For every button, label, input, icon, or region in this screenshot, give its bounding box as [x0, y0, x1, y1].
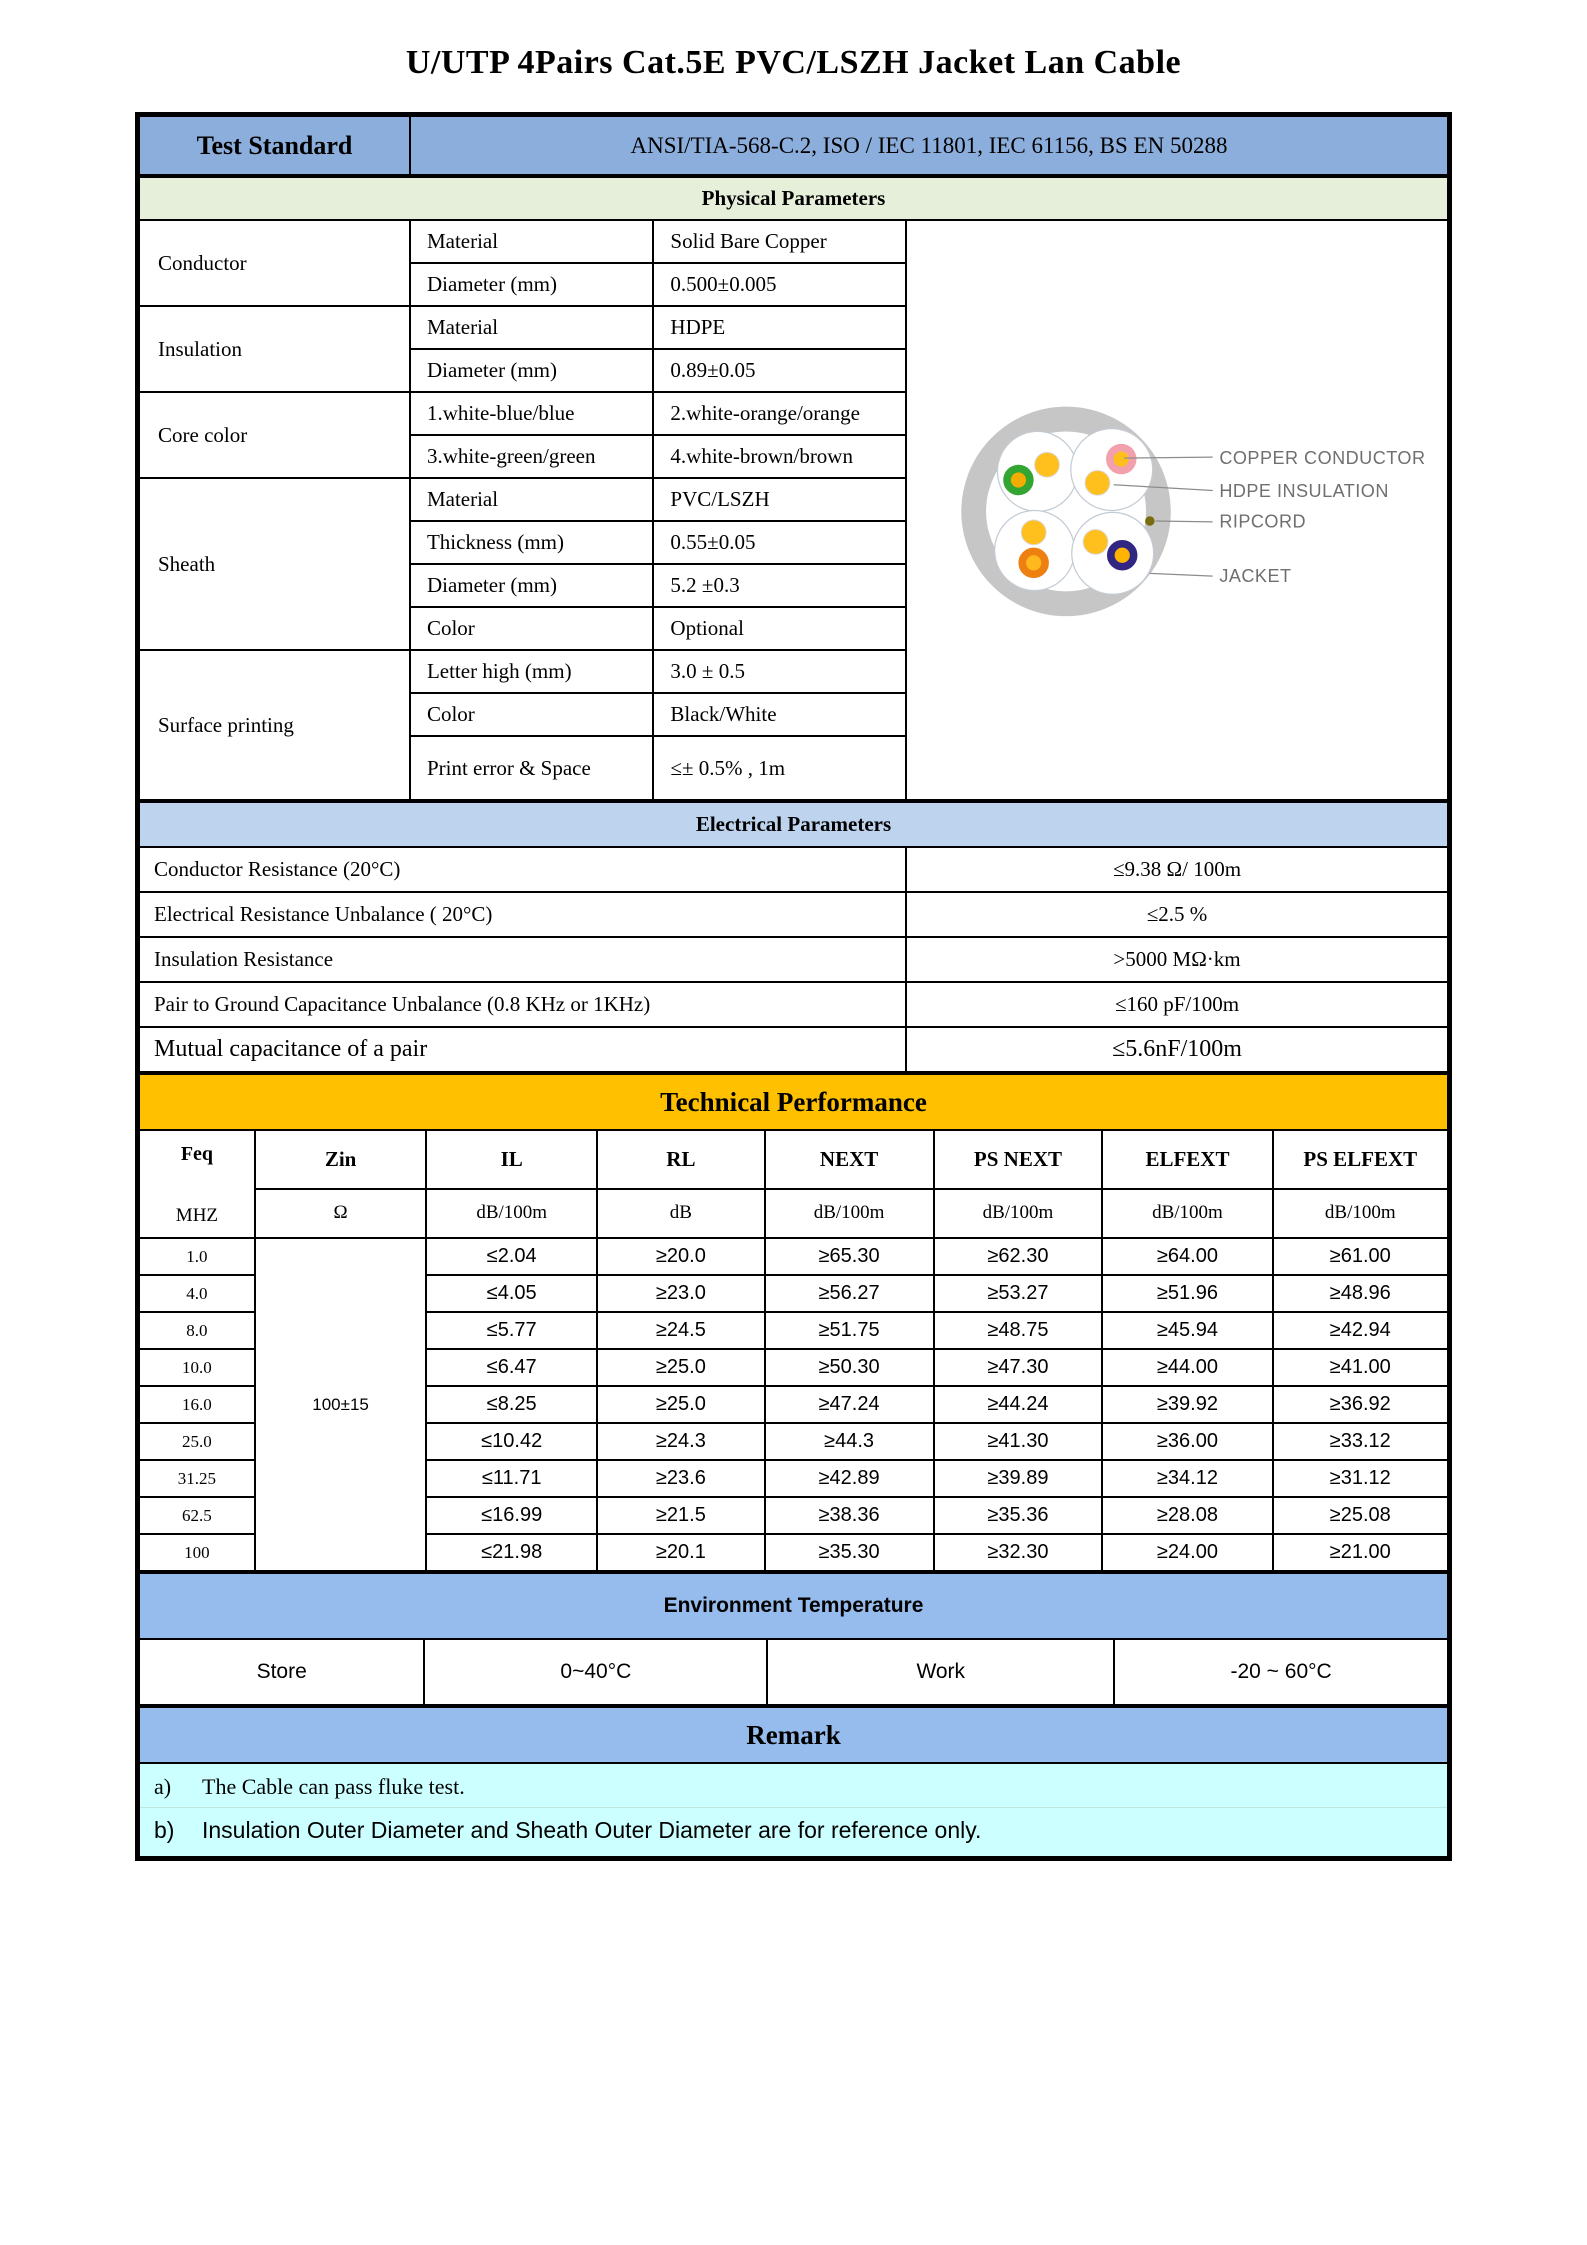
table-cell: ≤16.99 [426, 1497, 597, 1534]
table-cell: ≥25.08 [1273, 1497, 1448, 1534]
table-cell: ≥36.00 [1102, 1423, 1272, 1460]
table-cell: ≥24.00 [1102, 1534, 1272, 1571]
table-cell: >5000 MΩ·km [906, 937, 1448, 982]
table-cell: 1.0 [139, 1238, 255, 1275]
test-standard-value: ANSI/TIA-568-C.2, ISO / IEC 11801, IEC 61156, BS EN 50288 [410, 116, 1448, 175]
table-cell: Print error & Space [410, 736, 653, 800]
remark-table [138, 1706, 1449, 1858]
table-cell: ≥62.30 [934, 1238, 1103, 1275]
table-cell: ≥44.00 [1102, 1349, 1272, 1386]
table-cell: PVC/LSZH [653, 478, 906, 521]
zin-merged-cell: 100±15 [255, 1238, 426, 1571]
table-cell: Color [410, 693, 653, 736]
column-header-rl: RL [597, 1130, 765, 1189]
table-cell: ≥53.27 [934, 1275, 1103, 1312]
table-cell: ≥20.1 [597, 1534, 765, 1571]
table-cell: 10.0 [139, 1349, 255, 1386]
table-cell: ≥34.12 [1102, 1460, 1272, 1497]
column-header-ps-elfext: PS ELFEXT [1273, 1130, 1448, 1189]
diagram-labels [1219, 448, 1425, 586]
column-unit: dB [597, 1189, 765, 1238]
table-cell: ≥45.94 [1102, 1312, 1272, 1349]
table-cell: ≥21.00 [1273, 1534, 1448, 1571]
spec-sheet-table [135, 112, 1452, 1861]
environment-temperature-header: Environment Temperature [139, 1573, 1448, 1639]
table-cell: ≤± 0.5% , 1m [653, 736, 906, 800]
table-cell: 5.2 ±0.3 [653, 564, 906, 607]
table-cell: ≥41.00 [1273, 1349, 1448, 1386]
table-cell: Mutual capacitance of a pair [139, 1027, 906, 1072]
remark-header: Remark [139, 1707, 1448, 1763]
table-cell: 8.0 [139, 1312, 255, 1349]
table-cell: Diameter (mm) [410, 564, 653, 607]
remark-item-prefix: b) [154, 1817, 175, 1843]
physical-group-conductor: Conductor [139, 220, 410, 306]
column-label: Feq [180, 1143, 214, 1165]
table-cell: ≤8.25 [426, 1386, 597, 1423]
physical-group-insulation: Insulation [139, 306, 410, 392]
column-header-feq [139, 1130, 255, 1238]
table-cell: 3.0 ± 0.5 [653, 650, 906, 693]
column-header-il: IL [426, 1130, 597, 1189]
physical-group-core-color: Core color [139, 392, 410, 478]
table-cell: ≥51.75 [765, 1312, 934, 1349]
label-ripcord: RIPCORD [1219, 511, 1307, 532]
table-cell: ≤5.77 [426, 1312, 597, 1349]
column-unit: dB/100m [765, 1189, 934, 1238]
technical-performance-table [138, 1073, 1449, 1572]
table-cell: 100 [139, 1534, 255, 1571]
label-copper-conductor: COPPER CONDUCTOR [1219, 447, 1426, 468]
column-header-elfext: ELFEXT [1102, 1130, 1272, 1189]
ripcord-dot [1145, 516, 1155, 526]
table-cell: ≤11.71 [426, 1460, 597, 1497]
test-standard-table [138, 115, 1449, 176]
table-cell: HDPE [653, 306, 906, 349]
table-cell: Diameter (mm) [410, 349, 653, 392]
physical-parameters-table [138, 176, 1449, 801]
table-cell: 62.5 [139, 1497, 255, 1534]
table-cell: ≥64.00 [1102, 1238, 1272, 1275]
table-cell: ≤5.6nF/100m [906, 1027, 1448, 1072]
label-jacket: JACKET [1219, 565, 1292, 586]
table-cell: ≥35.30 [765, 1534, 934, 1571]
table-cell: Letter high (mm) [410, 650, 653, 693]
table-cell: ≥50.30 [765, 1349, 934, 1386]
table-cell: ≥28.08 [1102, 1497, 1272, 1534]
table-cell: Material [410, 306, 653, 349]
technical-performance-header: Technical Performance [139, 1074, 1448, 1130]
table-cell: Color [410, 607, 653, 650]
env-store-label: Store [139, 1639, 424, 1705]
table-cell: Pair to Ground Capacitance Unbalance (0.8 KHz or 1KHz) [139, 982, 906, 1027]
electrical-parameters-table [138, 801, 1449, 1073]
table-cell: 0.89±0.05 [653, 349, 906, 392]
table-cell: ≤2.04 [426, 1238, 597, 1275]
table-cell: ≥42.94 [1273, 1312, 1448, 1349]
page-title: U/UTP 4Pairs Cat.5E PVC/LSZH Jacket Lan Cable [405, 44, 1182, 81]
table-cell: ≤9.38 Ω/ 100m [906, 847, 1448, 892]
column-unit: Ω [255, 1189, 426, 1238]
column-header-zin: Zin [255, 1130, 426, 1189]
env-store-value: 0~40°C [424, 1639, 767, 1705]
test-standard-label: Test Standard [139, 116, 410, 175]
table-cell: 2.white-orange/orange [653, 392, 906, 435]
table-cell: ≥38.36 [765, 1497, 934, 1534]
table-cell: ≥33.12 [1273, 1423, 1448, 1460]
physical-group-sheath: Sheath [139, 478, 410, 650]
table-cell: ≤4.05 [426, 1275, 597, 1312]
remark-item-prefix: a) [154, 1774, 172, 1799]
table-cell: ≥25.0 [597, 1349, 765, 1386]
table-cell: ≥48.75 [934, 1312, 1103, 1349]
table-cell: ≥51.96 [1102, 1275, 1272, 1312]
table-cell: ≥47.30 [934, 1349, 1103, 1386]
table-cell: ≥20.0 [597, 1238, 765, 1275]
physical-group-surface-printing: Surface printing [139, 650, 410, 800]
table-cell: ≥48.96 [1273, 1275, 1448, 1312]
table-cell: 4.0 [139, 1275, 255, 1312]
physical-parameters-header: Physical Parameters [139, 177, 1448, 220]
table-cell: 4.white-brown/brown [653, 435, 906, 478]
table-cell: Insulation Resistance [139, 937, 906, 982]
table-cell: ≤6.47 [426, 1349, 597, 1386]
table-cell: ≥44.3 [765, 1423, 934, 1460]
table-cell: ≤10.42 [426, 1423, 597, 1460]
table-cell: ≥24.5 [597, 1312, 765, 1349]
table-cell: ≥24.3 [597, 1423, 765, 1460]
table-cell: ≥32.30 [934, 1534, 1103, 1571]
table-cell: 31.25 [139, 1460, 255, 1497]
remark-item-text: Insulation Outer Diameter and Sheath Outer Diameter are for reference only. [202, 1817, 982, 1843]
table-cell: ≤160 pF/100m [906, 982, 1448, 1027]
column-header-next: NEXT [765, 1130, 934, 1189]
cable-diagram-svg [907, 221, 1447, 799]
cable-cross-section-diagram [906, 220, 1448, 800]
table-cell: Material [410, 478, 653, 521]
table-cell: ≥56.27 [765, 1275, 934, 1312]
table-cell: 25.0 [139, 1423, 255, 1460]
remark-item-text: The Cable can pass fluke test. [202, 1774, 465, 1799]
table-cell: 0.55±0.05 [653, 521, 906, 564]
table-cell: ≥25.0 [597, 1386, 765, 1423]
column-unit: MHZ [175, 1205, 219, 1226]
table-cell: Diameter (mm) [410, 263, 653, 306]
table-cell: 16.0 [139, 1386, 255, 1423]
table-cell: ≥23.0 [597, 1275, 765, 1312]
table-cell: ≥39.92 [1102, 1386, 1272, 1423]
remark-body [139, 1763, 1448, 1857]
table-cell: Optional [653, 607, 906, 650]
table-cell: Solid Bare Copper [653, 220, 906, 263]
table-cell: ≤2.5 % [906, 892, 1448, 937]
table-cell: Conductor Resistance (20°C) [139, 847, 906, 892]
table-cell: 1.white-blue/blue [410, 392, 653, 435]
column-unit: dB/100m [426, 1189, 597, 1238]
table-cell: ≥61.00 [1273, 1238, 1448, 1275]
environment-temperature-table [138, 1572, 1449, 1706]
table-cell: ≥23.6 [597, 1460, 765, 1497]
table-cell: ≥36.92 [1273, 1386, 1448, 1423]
faint-divider [140, 1807, 1447, 1808]
column-unit: dB/100m [1102, 1189, 1272, 1238]
remark-item-a [140, 1774, 1447, 1800]
table-cell: ≥21.5 [597, 1497, 765, 1534]
table-cell: 0.500±0.005 [653, 263, 906, 306]
table-cell: Thickness (mm) [410, 521, 653, 564]
column-unit: dB/100m [1273, 1189, 1448, 1238]
remark-item-b [140, 1817, 1447, 1844]
column-header-ps-next: PS NEXT [934, 1130, 1103, 1189]
env-work-value: -20 ~ 60°C [1114, 1639, 1448, 1705]
table-cell: ≥65.30 [765, 1238, 934, 1275]
table-cell: ≤21.98 [426, 1534, 597, 1571]
table-cell: ≥35.36 [934, 1497, 1103, 1534]
table-cell: Electrical Resistance Unbalance ( 20°C) [139, 892, 906, 937]
env-work-label: Work [767, 1639, 1114, 1705]
table-cell: Black/White [653, 693, 906, 736]
table-cell: ≥42.89 [765, 1460, 934, 1497]
column-unit: dB/100m [934, 1189, 1103, 1238]
table-cell: ≥39.89 [934, 1460, 1103, 1497]
table-cell: Material [410, 220, 653, 263]
table-cell: ≥41.30 [934, 1423, 1103, 1460]
table-cell: 3.white-green/green [410, 435, 653, 478]
electrical-parameters-header: Electrical Parameters [139, 802, 1448, 847]
table-cell: ≥31.12 [1273, 1460, 1448, 1497]
table-cell: ≥47.24 [765, 1386, 934, 1423]
label-hdpe-insulation: HDPE INSULATION [1219, 481, 1389, 502]
table-cell: ≥44.24 [934, 1386, 1103, 1423]
